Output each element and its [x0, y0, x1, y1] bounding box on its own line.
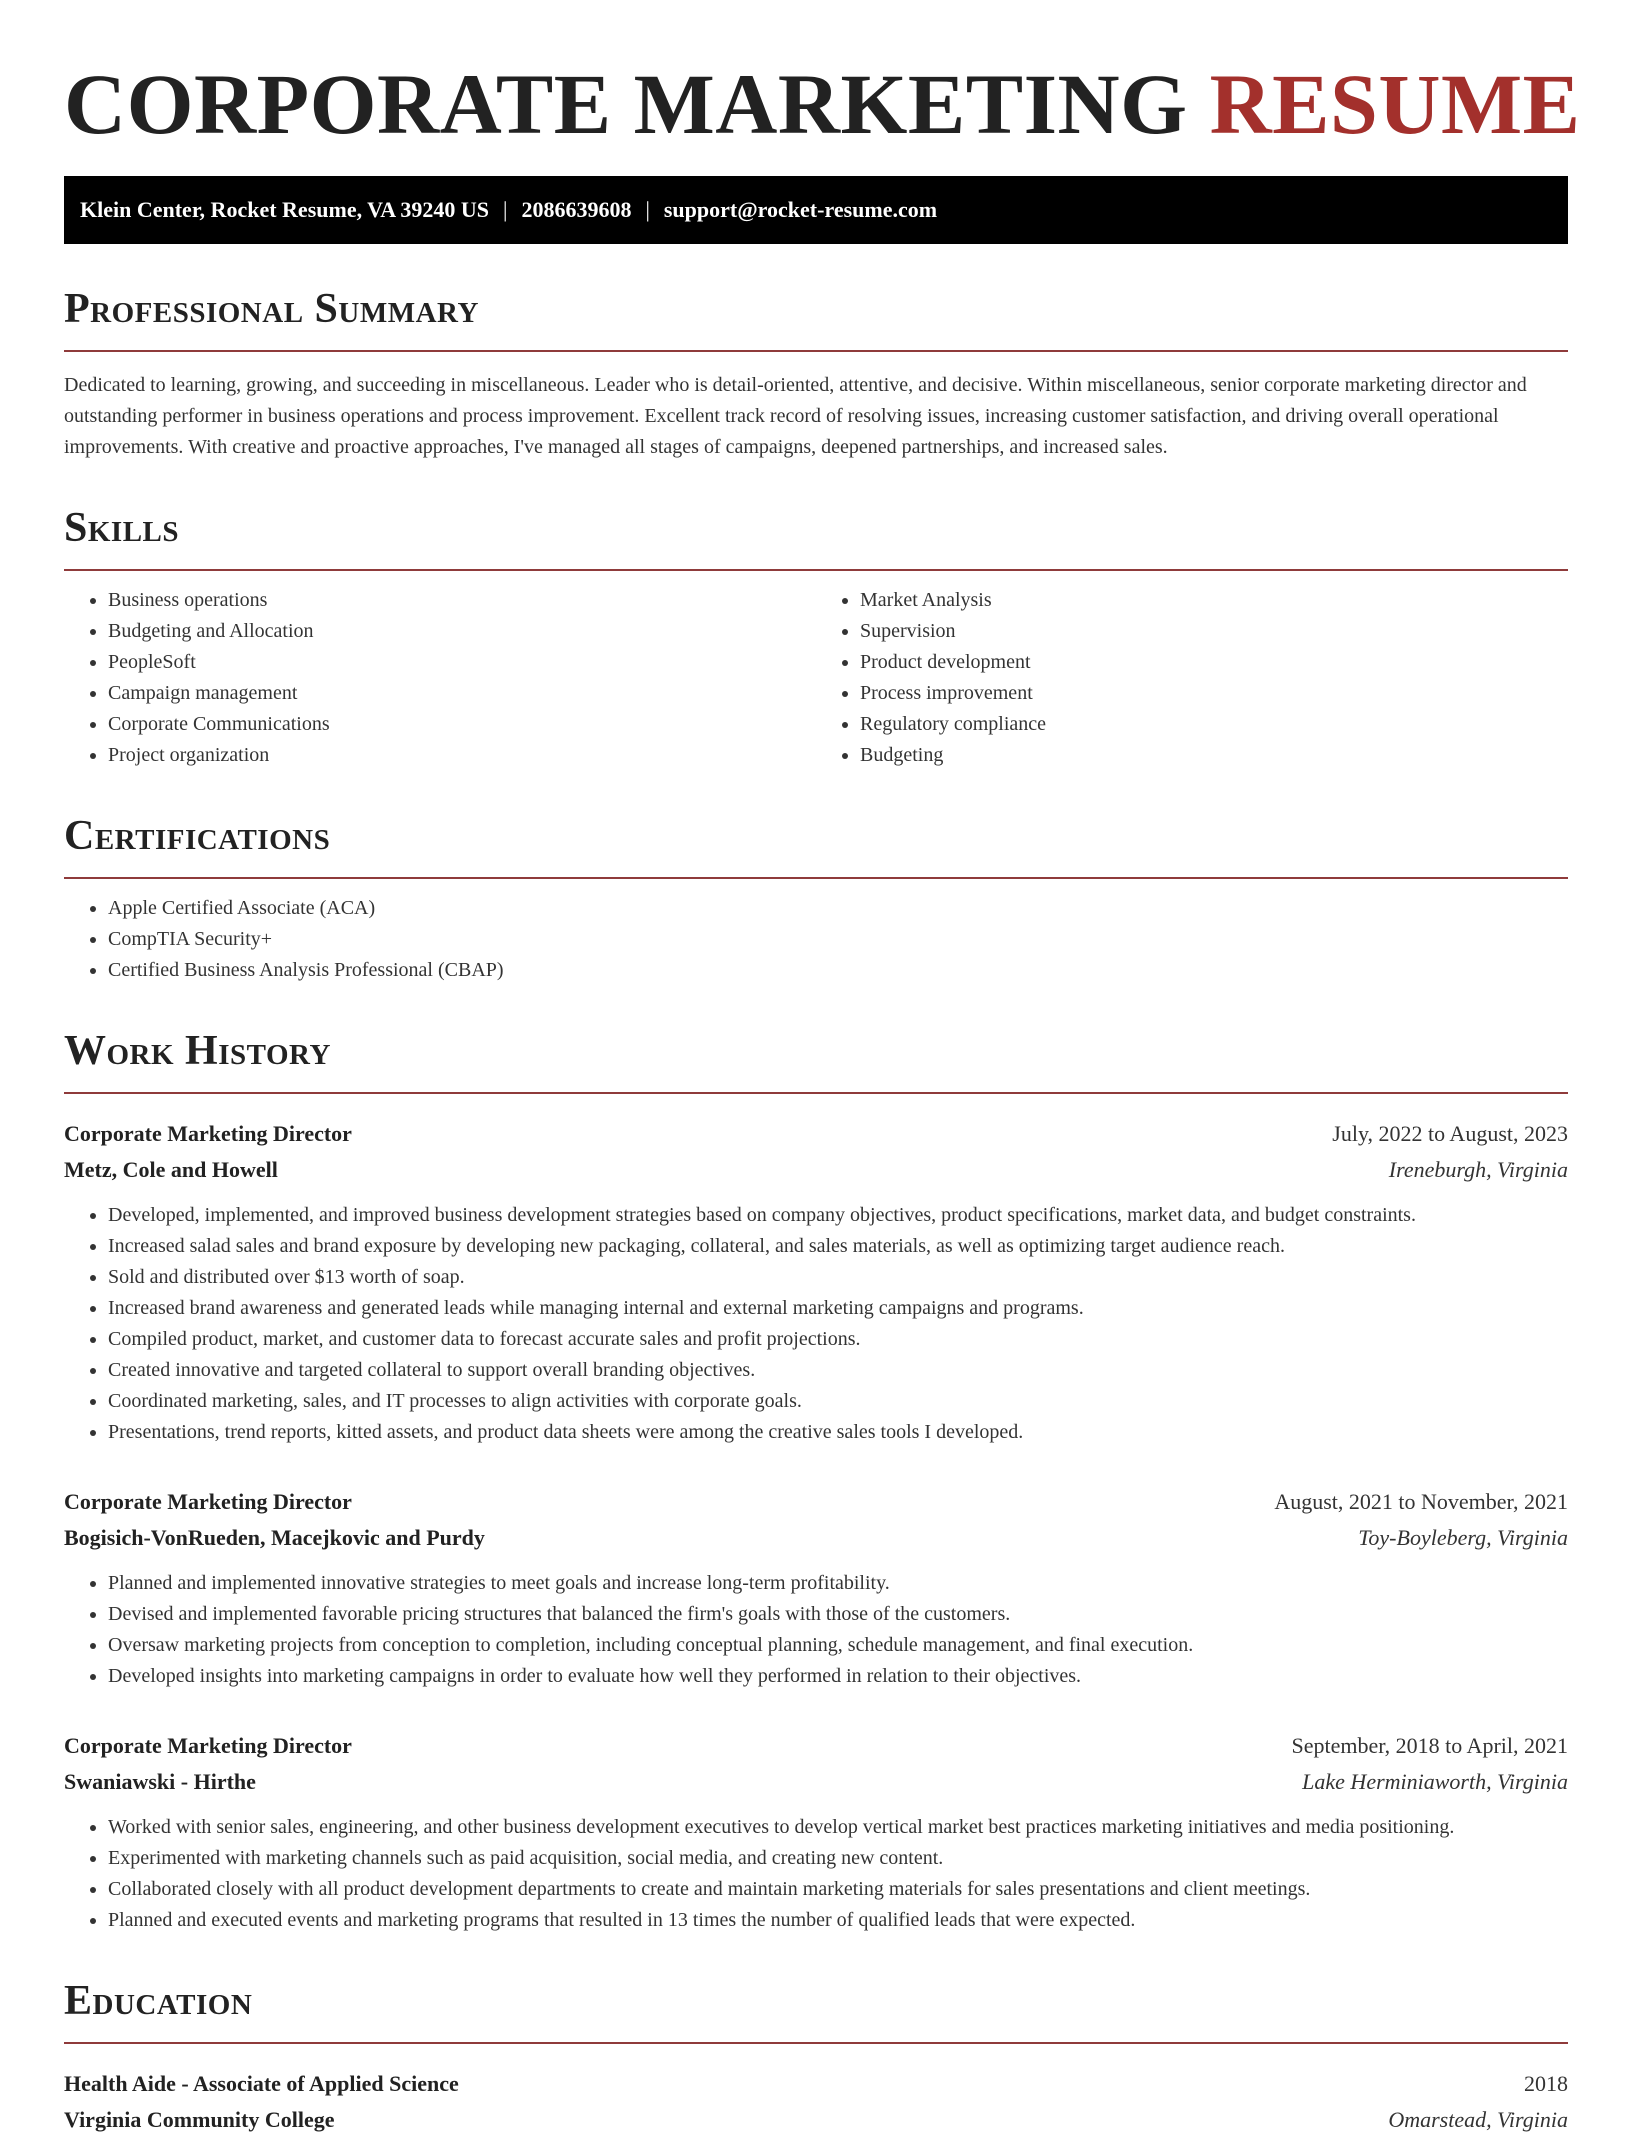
- job-duty: • Compiled product, market, and customer data to forecast accurate sales and profit projections.: [108, 1324, 1568, 1355]
- job-duty: • Planned and executed events and marketing programs that resulted in 13 times the number of qualified leads that were expected.: [108, 1905, 1568, 1936]
- job-header-row: [64, 1484, 1568, 1520]
- contact-separator: |: [645, 197, 650, 222]
- skills-columns: [64, 571, 1568, 771]
- job-entry: [64, 1116, 1568, 1448]
- job-title: Corporate Marketing Director: [64, 1733, 352, 1758]
- skill-item: • Budgeting and Allocation: [108, 616, 816, 647]
- section-heading-certifications: Certifications: [64, 813, 331, 859]
- job-duty: • Worked with senior sales, engineering, and other business development executives to develop vertical market best practices marketing initiatives and media positioning.: [108, 1812, 1568, 1843]
- job-company: Bogisich-VonRueden, Macejkovic and Purdy: [64, 1525, 485, 1550]
- job-location: Lake Herminiaworth, Virginia: [1302, 1769, 1568, 1794]
- education-section: [64, 1976, 1568, 2138]
- skills-list-left: [64, 585, 816, 771]
- skill-item: • Corporate Communications: [108, 709, 816, 740]
- contact-email[interactable]: support@rocket-resume.com: [663, 197, 938, 222]
- job-duty: • Experimented with marketing channels such as paid acquisition, social media, and creating new content.: [108, 1843, 1568, 1874]
- certification-item: • CompTIA Security+: [108, 924, 1568, 955]
- certification-item: • Apple Certified Associate (ACA): [108, 893, 1568, 924]
- education-year: 2018: [1524, 2071, 1568, 2096]
- job-title: Corporate Marketing Director: [64, 1489, 352, 1514]
- education-school: Virginia Community College: [64, 2107, 335, 2132]
- job-duty: • Devised and implemented favorable pricing structures that balanced the firm's goals with those of the customers.: [108, 1599, 1568, 1630]
- skill-item: • PeopleSoft: [108, 647, 816, 678]
- section-heading-skills: Skills: [64, 505, 180, 551]
- job-entry: [64, 1484, 1568, 1692]
- title-accent: RESUME: [1209, 56, 1581, 152]
- job-dates: August, 2021 to November, 2021: [1274, 1489, 1568, 1514]
- education-entry: [64, 2066, 1568, 2138]
- job-duty: • Sold and distributed over $13 worth of soap.: [108, 1262, 1568, 1293]
- job-header-row: [64, 1116, 1568, 1152]
- job-company-row: [64, 1764, 1568, 1800]
- job-entry: [64, 1728, 1568, 1936]
- certifications-section: [64, 811, 1568, 986]
- skill-item: • Project organization: [108, 740, 816, 771]
- skill-item: • Business operations: [108, 585, 816, 616]
- skill-item: • Supervision: [860, 616, 1568, 647]
- job-dates: July, 2022 to August, 2023: [1332, 1121, 1568, 1146]
- certification-item: • Certified Business Analysis Professional (CBAP): [108, 955, 1568, 986]
- contact-phone: 2086639608: [521, 197, 632, 222]
- title-main: CORPORATE MARKETING: [64, 56, 1188, 152]
- job-duty: • Presentations, trend reports, kitted assets, and product data sheets were among the creative sales tools I developed.: [108, 1417, 1568, 1448]
- section-heading-education: Education: [64, 1978, 253, 2024]
- skill-item: • Budgeting: [860, 740, 1568, 771]
- job-duties-list: [64, 1200, 1568, 1448]
- section-divider: [64, 1092, 1568, 1094]
- education-location: Omarstead, Virginia: [1388, 2107, 1568, 2132]
- education-school-row: [64, 2102, 1568, 2138]
- skill-item: • Process improvement: [860, 678, 1568, 709]
- job-duty: • Increased salad sales and brand exposure by developing new packaging, collateral, and sales materials, as well as optimizing target audience reach.: [108, 1231, 1568, 1262]
- skill-item: • Campaign management: [108, 678, 816, 709]
- job-duty: • Collaborated closely with all product development departments to create and maintain marketing materials for sales presentations and client meetings.: [108, 1874, 1568, 1905]
- job-duty: • Oversaw marketing projects from conception to completion, including conceptual planning, schedule management, and final execution.: [108, 1630, 1568, 1661]
- job-company: Swaniawski - Hirthe: [64, 1769, 256, 1794]
- section-divider: [64, 877, 1568, 879]
- job-duty: • Developed, implemented, and improved business development strategies based on company objectives, product specifications, market data, and budget constraints.: [108, 1200, 1568, 1231]
- education-degree: Health Aide - Associate of Applied Science: [64, 2071, 459, 2096]
- job-duty: • Created innovative and targeted collateral to support overall branding objectives.: [108, 1355, 1568, 1386]
- skill-item: • Regulatory compliance: [860, 709, 1568, 740]
- work-history-section: [64, 1026, 1568, 1936]
- education-header-row: [64, 2066, 1568, 2102]
- summary-section: [64, 284, 1568, 463]
- contact-address: Klein Center, Rocket Resume, VA 39240 US: [80, 197, 490, 222]
- summary-text: Dedicated to learning, growing, and succeeding in miscellaneous. Leader who is detail-oriented, attentive, and decisive. Within miscellaneous, senior corporate marketing director and outstanding performer in business operations and process improvement. Excellent track record of resolving issues, increasing customer satisfaction, and driving overall operational improvements. With creative and proactive approaches, I've managed all stages of campaigns, deepened partnerships, and increased sales.: [64, 374, 1527, 458]
- job-header-row: [64, 1728, 1568, 1764]
- section-heading-summary: Professional Summary: [64, 286, 479, 332]
- job-company-row: [64, 1152, 1568, 1188]
- job-duty: • Planned and implemented innovative strategies to meet goals and increase long-term profitability.: [108, 1568, 1568, 1599]
- job-duties-list: [64, 1812, 1568, 1936]
- section-heading-work-history: Work History: [64, 1028, 331, 1074]
- job-location: Toy-Boyleberg, Virginia: [1358, 1525, 1568, 1550]
- job-duty: • Increased brand awareness and generated leads while managing internal and external marketing campaigns and programs.: [108, 1293, 1568, 1324]
- job-dates: September, 2018 to April, 2021: [1291, 1733, 1568, 1758]
- skill-item: • Product development: [860, 647, 1568, 678]
- skill-item: • Market Analysis: [860, 585, 1568, 616]
- job-location: Ireneburgh, Virginia: [1388, 1157, 1568, 1182]
- skills-list-right: [816, 585, 1568, 771]
- job-duties-list: [64, 1568, 1568, 1692]
- certifications-list: [64, 893, 1568, 986]
- job-title: Corporate Marketing Director: [64, 1121, 352, 1146]
- job-company: Metz, Cole and Howell: [64, 1157, 278, 1182]
- resume-title: [64, 54, 1581, 154]
- contact-bar: [64, 176, 1568, 244]
- skills-section: [64, 503, 1568, 771]
- contact-separator: |: [503, 197, 508, 222]
- section-divider: [64, 350, 1568, 352]
- job-duty: • Developed insights into marketing campaigns in order to evaluate how well they performed in relation to their objectives.: [108, 1661, 1568, 1692]
- section-divider: [64, 2042, 1568, 2044]
- job-duty: • Coordinated marketing, sales, and IT processes to align activities with corporate goals.: [108, 1386, 1568, 1417]
- job-company-row: [64, 1520, 1568, 1556]
